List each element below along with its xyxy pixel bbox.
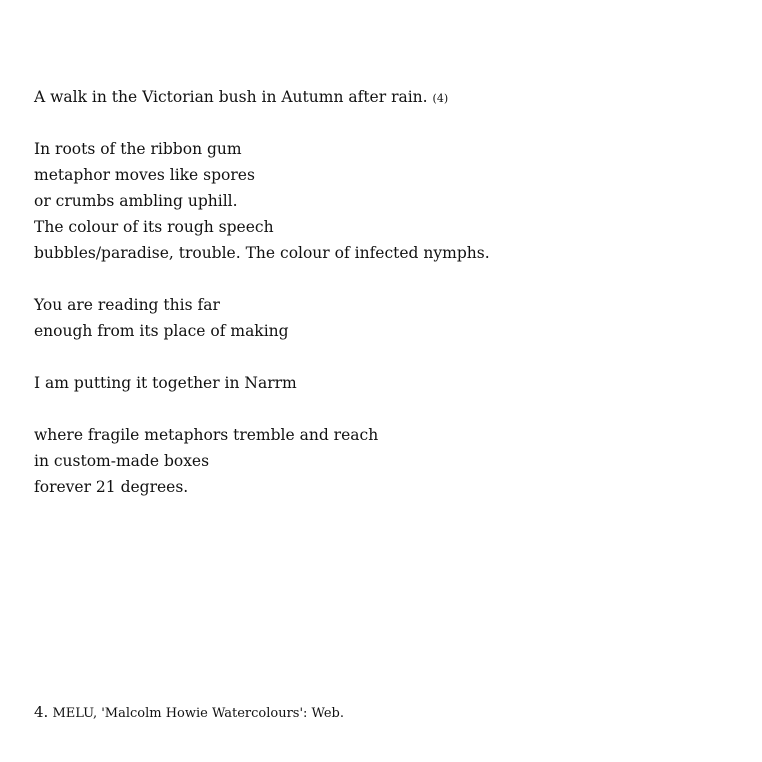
poem xyxy=(34,84,734,500)
stanza-gap xyxy=(34,110,734,136)
poem-line: You are reading this far xyxy=(34,296,220,314)
poem-line: forever 21 degrees. xyxy=(34,478,189,496)
footnote xyxy=(34,702,344,724)
stanza-1 xyxy=(34,136,734,266)
stanza-2 xyxy=(34,292,734,344)
footnote-number: 4. xyxy=(34,703,49,721)
poem-line: The colour of its rough speech xyxy=(34,218,274,236)
poem-line: metaphor moves like spores xyxy=(34,166,255,184)
poem-line: where fragile metaphors tremble and reach xyxy=(34,426,379,444)
poem-title-text: A walk in the Victorian bush in Autumn after rain. xyxy=(34,88,428,106)
stanza-gap xyxy=(34,266,734,292)
poem-title xyxy=(34,84,734,110)
poem-line: in custom-made boxes xyxy=(34,452,210,470)
stanza-4 xyxy=(34,422,734,500)
stanza-gap xyxy=(34,344,734,370)
stanza-3 xyxy=(34,370,734,396)
poem-line: or crumbs ambling uphill. xyxy=(34,192,238,210)
footnote-text: MELU, 'Malcolm Howie Watercolours': Web. xyxy=(52,706,344,721)
poem-line: enough from its place of making xyxy=(34,322,289,340)
poem-line: bubbles/paradise, trouble. The colour of infected nymphs. xyxy=(34,244,490,262)
poem-line: In roots of the ribbon gum xyxy=(34,140,242,158)
stanza-gap xyxy=(34,396,734,422)
footnote-reference: (4) xyxy=(432,92,449,105)
poem-line: I am putting it together in Narrm xyxy=(34,374,297,392)
